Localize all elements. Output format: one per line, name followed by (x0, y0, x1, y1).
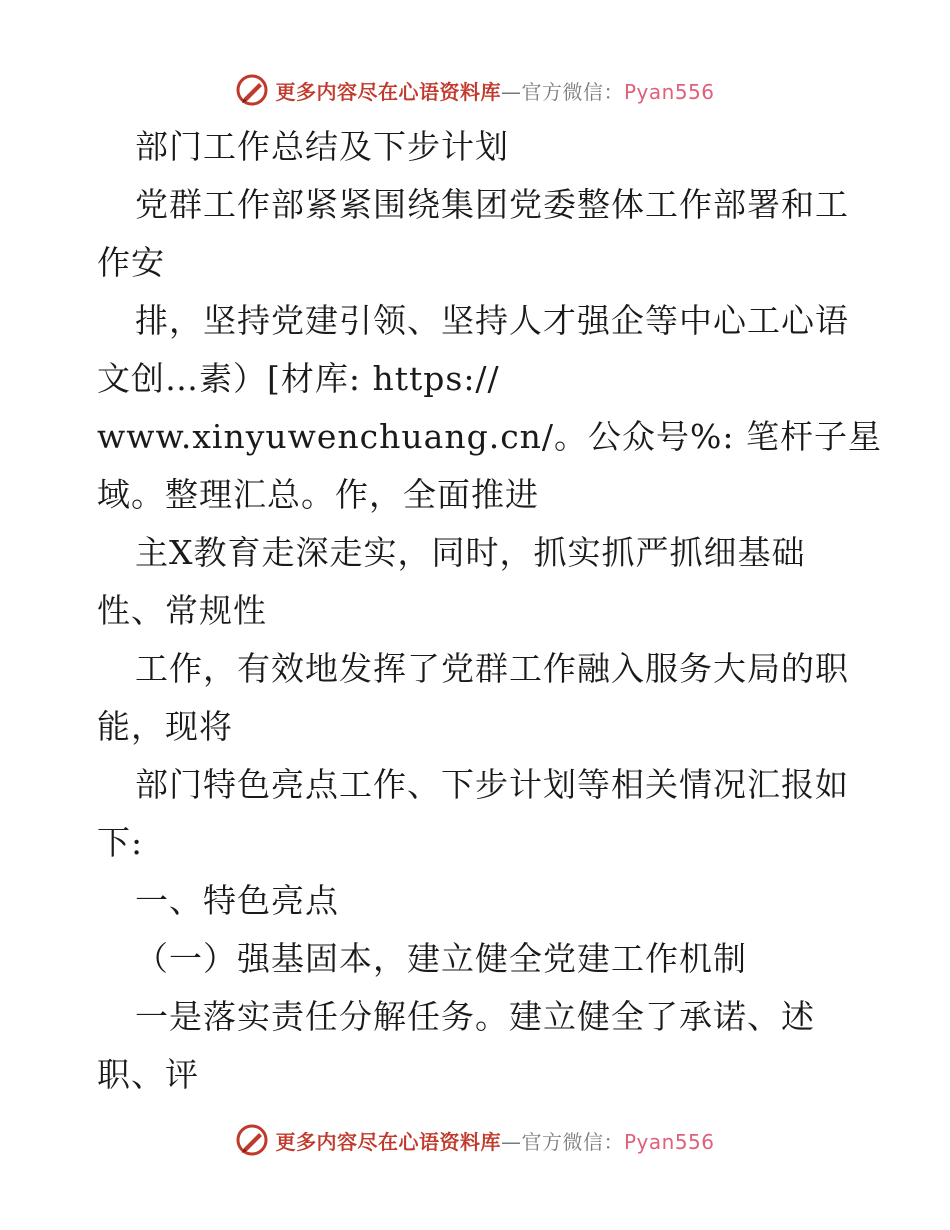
paragraph-line: 主X教育走深走实，同时，抓实抓严抓细基础 (135, 533, 806, 572)
banner-sep: — (500, 1129, 522, 1154)
paragraph-line: 下: (97, 823, 144, 862)
banner-text (275, 76, 714, 105)
banner-wx-label: 官方微信： (521, 79, 624, 104)
banner-text (275, 1126, 714, 1155)
paragraph-line: 排，坚持党建引领、坚持人才强企等中心工心语 (135, 301, 849, 340)
footer-banner (0, 1120, 950, 1160)
paragraph-line: 党群工作部紧紧围绕集团党委整体工作部署和工 (135, 185, 849, 224)
header-banner (0, 70, 950, 110)
section-heading: 一、特色亮点 (135, 881, 339, 920)
banner-wx-id: Pyan556 (623, 1129, 715, 1154)
paragraph-line: 文创…素）[材库: https:// (97, 359, 500, 398)
paragraph-line: 工作，有效地发挥了党群工作融入服务大局的职 (135, 649, 849, 688)
paragraph-line: 作安 (97, 243, 165, 282)
banner-main: 更多内容尽在心语资料库 (275, 79, 501, 104)
document-body (97, 118, 883, 1104)
banner-wx-label: 官方微信： (521, 1129, 624, 1154)
paragraph-line: 能，现将 (97, 707, 233, 746)
paragraph-line: 域。整理汇总。作，全面推进 (97, 475, 539, 514)
paragraph-line: 一是落实责任分解任务。建立健全了承诺、述 (135, 997, 815, 1036)
doc-title: 部门工作总结及下步计划 (135, 127, 509, 166)
paragraph-line: 性、常规性 (97, 591, 267, 630)
paragraph-line: www.xinyuwenchuang.cn/。公众号%: 笔杆子星 (97, 417, 883, 456)
banner-wx-id: Pyan556 (623, 79, 715, 104)
pen-logo-icon (235, 73, 269, 107)
banner-sep: — (500, 79, 522, 104)
subsection-heading: （一）强基固本，建立健全党建工作机制 (135, 939, 747, 978)
paragraph-line: 职、评 (97, 1055, 199, 1094)
banner-main: 更多内容尽在心语资料库 (275, 1129, 501, 1154)
paragraph-line: 部门特色亮点工作、下步计划等相关情况汇报如 (135, 765, 849, 804)
pen-logo-icon (235, 1123, 269, 1157)
